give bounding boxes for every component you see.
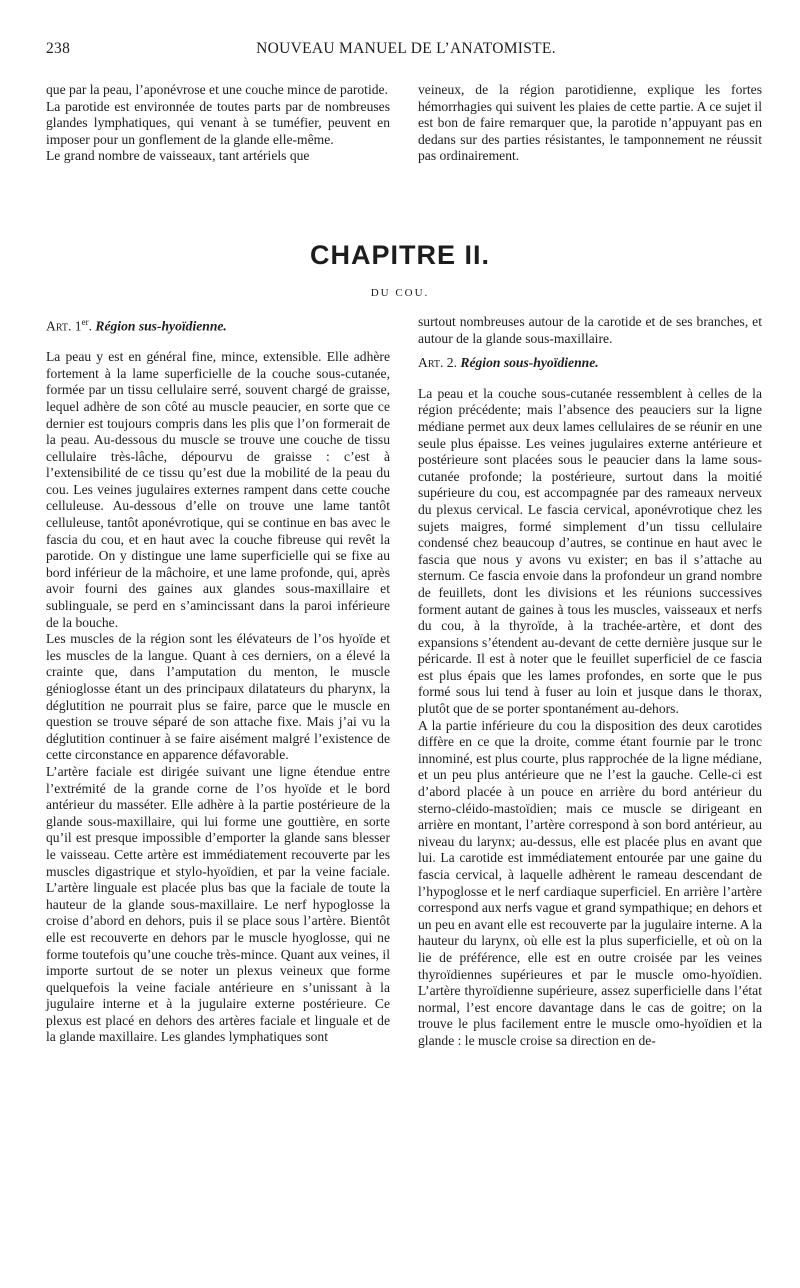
article-number: Art. 2. <box>418 355 457 371</box>
paragraph: L’artère faciale est dirigée suivant une ligne étendue entre l’extrémité de la grande corne de l’os hyoïde et le bord antérieur du masséter. Elle adhère à la partie postérieure de la glande sous-maxillaire, qui lui forme une gouttière, en sorte qu’il est presque impossible d’emporter la glande sans blesser le vaisseau. Cette artère est immédiatement recouverte par les muscles digastrique et stylo-hyoïdien, et par la veine faciale. L’artère linguale est placée plus bas que la faciale de toute la hauteur de la glande sous-maxillaire. Le nerf hypoglosse la croise d’abord en dehors, puis il se place sous l’artère. Bientôt elle est recouverte en dehors par le muscle hyoglosse, qui ne forme toutefois qu’une couche très-mince. Quant aux veines, il importe surtout de se noter un plexus veineux que forme quelquefois la veine faciale antérieure en s’unissant à la jugulaire interne et à la jugulaire externe postérieure. Ce plexus est placé en dehors des artères faciale et linguale et de la glande maxillaire. Les glandes lymphatiques sont <box>46 763 390 1045</box>
main-text-block <box>46 314 762 1050</box>
article-title: Région sous-hyoïdienne. <box>460 355 599 371</box>
running-header <box>46 40 766 64</box>
article-heading <box>418 355 762 372</box>
paragraph: veineux, de la région parotidienne, explique les fortes hémorrhagies qui suivent les plaies de cette partie. A ce sujet il est bon de faire remarquer que, la parotide n’appuyant pas en dedans sur des parties résistantes, le tamponnement ne réussit pas ordinairement. <box>418 82 762 164</box>
right-column <box>418 314 762 1050</box>
article-superscript: er <box>81 317 89 327</box>
running-title: NOUVEAU MANUEL DE L’ANATOMISTE. <box>256 40 556 57</box>
chapter-subtitle: DU COU. <box>370 287 430 299</box>
paragraph: La peau y est en général fine, mince, extensible. Elle adhère fortement à la lame superficielle de la couche sous-cutanée, formée par un tissu cellulaire serré, souvent chargé de graisse, lequel adhère de son côté au muscle peaucier, en sorte que ce dernier est toujours compris dans les plis que l’on formerait de la peau. Au-dessous du muscle se trouve une couche de tissu cellulaire très-lâche, dépourvu de graisse : c’est à l’extensibilité de ce tissu qu’est due la mobilité de la peau du cou. Les veines jugulaires externes rampent dans cette couche celluleuse. Au-dessous d’elle on trouve une lame tantôt celluleuse, tantôt aponévrotique, qui se continue en bas avec le fascia du cou, et en haut avec la couche fibreuse qui revêt la parotide. On y distingue une lame superficielle qui se fixe au bord inférieur de la mâchoire, et une lame profonde, qui, après avoir fourni des gaines aux glandes sous-maxillaire et sublinguale, se perd en s’amincissant dans la paroi inférieure de la bouche. <box>46 349 390 630</box>
paragraph: Les muscles de la région sont les élévateurs de l’os hyoïde et les muscles de la langue. Quant à ces derniers, on a élevé la crainte que, dans l’amputation du menton, le muscle génioglosse étant un des principaux dilatateurs du pharynx, la déglutition ne pourrait plus se faire, parce que le muscle en question se trouve séparé de son attache fixe. Mais j’ai vu la déglutition continuer à se faire aisément malgré l’existence de cette circonstance en apparence défavorable. <box>46 631 390 763</box>
paragraph: Le grand nombre de vaisseaux, tant artériels que <box>46 148 310 164</box>
article-number: Art. 1 <box>46 318 82 334</box>
top-left-column <box>46 82 390 165</box>
paragraph: La peau et la couche sous-cutanée ressemblent à celles de la région précédente; mais l’absence des peauciers sur la ligne médiane permet aux deux lames cellulaires de se réunir en une seule plus épaisse. Les veines jugulaires externe antérieure et postérieure sont placées sous le peaucier dans la lame sous-cutanée profonde; la postérieure, surtout dans la moitié supérieure du cou, est accompagnée par des rameaux nerveux du plexus cervical. Le fascia cervical, aponévrotique chez les sujets maigres, formé simplement d’un tissu cellulaire condensé chez beaucoup d’autres, se continue en haut avec le fascia que nous y avons vu exister; en bas il s’attache au sternum. Ce fascia envoie dans la profondeur un grand nombre de feuillets, dont les divisions et les réunions successives forment autant de gaines à tous les muscles, vaisseaux et nerfs du cou, à la thyroïde, à la trachée-artère, et dont des expansions s’étendent au-devant de cette dernière jusque sur le péricarde. Il est à noter que le feuillet superficiel de ce fascia est plus épais que les lames profondes, en sorte que le pus formé sous lui tend à fuser au loin et jusque dans le thorax, plutôt que de se porter spontanément au-dehors. <box>418 385 762 717</box>
top-text-block <box>46 82 762 165</box>
left-column <box>46 314 390 1050</box>
paragraph: La parotide est environnée de toutes parts par de nombreuses glandes lymphatiques, qui venant à se tuméfier, peuvent en imposer pour un gonflement de la glande elle-même. <box>46 98 390 147</box>
article-heading: Art. 1er. Région sus-hyoïdienne. <box>46 317 227 334</box>
article-title: Région sus-hyoïdienne. <box>95 318 227 334</box>
top-right-column <box>418 82 762 165</box>
page-number: 238 <box>46 40 71 57</box>
paragraph: que par la peau, l’aponévrose et une couche mince de parotide. <box>46 82 388 97</box>
paragraph: surtout nombreuses autour de la carotide et de ses branches, et autour de la glande sous-maxillaire. <box>418 314 762 346</box>
chapter-title: CHAPITRE II. <box>309 240 490 270</box>
paragraph: A la partie inférieure du cou la disposition des deux carotides diffère en ce que la droite, comme étant fournie par le tronc innominé, est plus courte, plus rapprochée de la ligne médiane, et un peu plus antérieure que ne l’est la gauche. Celle-ci est d’abord placée à un pouce en arrière du bord antérieur du sterno-cléido-mastoïdien; mais ce muscle se dirigeant en arrière en montant, l’artère correspond à son bord antérieur, au niveau du larynx; au-dessus, elle est placée plus en avant que lui. La carotide est immédiatement entourée par une gaine du fascia cervical, à laquelle adhèrent le rameau descendant de l’hypoglosse et le nerf cardiaque superficiel. En arrière l’artère correspond aux nerfs vague et grand sympathique; en dehors et un peu en avant elle est recouverte par la jugulaire interne. A la hauteur du larynx, où elle est la plus superficielle, et où on la lie de préférence, elle est en outre croisée par les veines thyroïdiennes supérieures et par le muscle omo-hyoïdien. L’artère thyroïdienne supérieure, assez superficielle dans l’état normal, l’est encore davantage dans le cas de goitre; on la trouve le plus facilement entre le muscle omo-hyoïdien et la glande : le muscle croise sa direction en de- <box>418 717 762 1048</box>
